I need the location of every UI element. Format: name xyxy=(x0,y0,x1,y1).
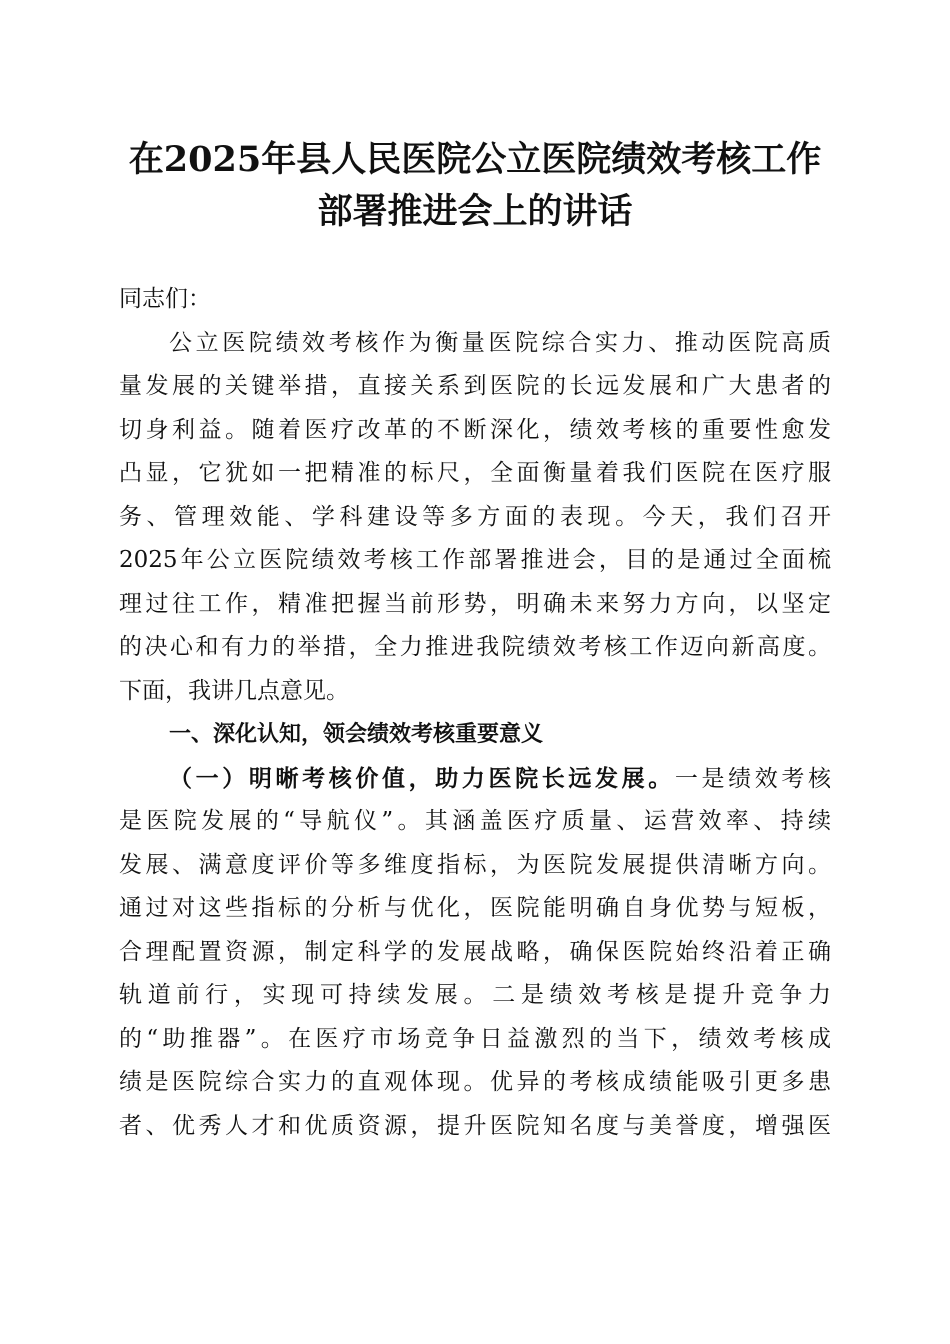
section-heading: 一、深化认知，领会绩效考核重要意义 xyxy=(169,722,544,747)
paragraph-line: 公立医院绩效考核作为衡量医院综合实力、推动医院高质 xyxy=(169,329,831,356)
paragraph-line: 下面，我讲几点意见。 xyxy=(119,677,349,704)
paragraph-line: 的“助推器”。在医疗市场竞争日益激烈的当下，绩效考核成 xyxy=(119,1025,831,1052)
paragraph-line: 通过对这些指标的分析与优化，医院能明确自身优势与短板， xyxy=(119,895,831,921)
salutation: 同志们： xyxy=(119,286,211,312)
paragraph-line: 轨道前行，实现可持续发展。二是绩效考核是提升竞争力 xyxy=(119,982,831,1008)
document-title xyxy=(0,134,950,238)
paragraph-line: 发展、满意度评价等多维度指标，为医院发展提供清晰方向。 xyxy=(119,851,831,878)
paragraph-line: 合理配置资源，制定科学的发展战略，确保医院始终沿着正确 xyxy=(119,938,831,965)
subsection-first-line xyxy=(119,757,831,801)
paragraph-line: 绩是医院综合实力的直观体现。优异的考核成绩能吸引更多患 xyxy=(119,1069,831,1095)
title-line-2: 部署推进会上的讲话 xyxy=(317,191,633,232)
subsection-heading: （一）明晰考核价值，助力医院长远发展。 xyxy=(169,764,675,792)
paragraph-line: 理过往工作，精准把握当前形势，明确未来努力方向，以坚定 xyxy=(119,590,831,617)
paragraph-line: 凸显，它犹如一把精准的标尺，全面衡量着我们医院在医疗服 xyxy=(119,460,831,486)
title-line-1: 在2025年县人民医院公立医院绩效考核工作 xyxy=(128,139,822,180)
paragraph-line: 2025年公立医院绩效考核工作部署推进会，目的是通过全面梳 xyxy=(119,547,831,573)
paragraph-line: 量发展的关键举措，直接关系到医院的长远发展和广大患者的 xyxy=(119,373,831,399)
paragraph-line: 是医院发展的“导航仪”。其涵盖医疗质量、运营效率、持续 xyxy=(119,808,831,834)
paragraph-line: 务、管理效能、学科建设等多方面的表现。今天，我们召开 xyxy=(119,503,831,530)
paragraph-line: 切身利益。随着医疗改革的不断深化，绩效考核的重要性愈发 xyxy=(119,416,831,443)
subsection-text: 一是绩效考核 xyxy=(674,765,831,792)
paragraph-line: 者、优秀人才和优质资源，提升医院知名度与美誉度，增强医 xyxy=(119,1112,831,1139)
document-body xyxy=(119,278,831,1148)
paragraph-line: 的决心和有力的举措，全力推进我院绩效考核工作迈向新高度。 xyxy=(119,634,831,660)
